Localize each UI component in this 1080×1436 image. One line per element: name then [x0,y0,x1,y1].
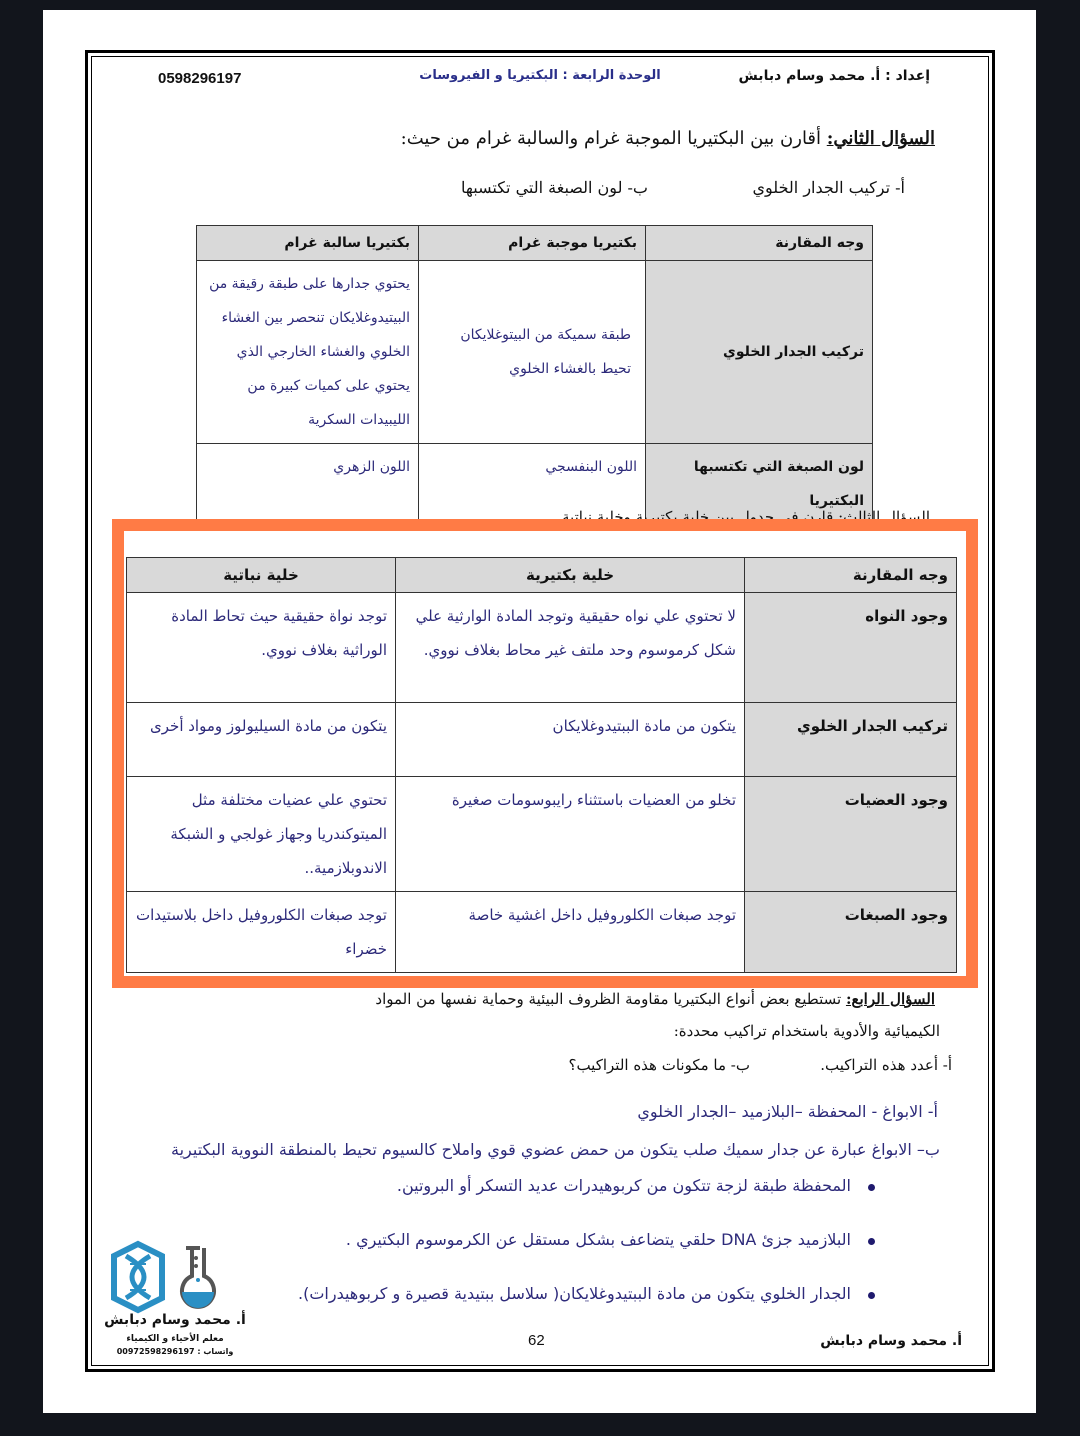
logo-teacher-name: أ. محمد وسام دبابش [104,1312,246,1328]
bullet-text: البلازميد جزئ DNA حلقي يتضاعف بشكل مستقل عن الكرموسوم البكتيري . [345,1230,851,1249]
value-cell: اللون الزهري [197,444,419,525]
list-item [298,1284,875,1338]
header-cell: خلية بكتيرية [396,558,745,593]
flask-icon [182,1248,214,1308]
dna-hexagon-icon [114,1244,162,1310]
header-cell: وجه المقارنة [745,558,957,593]
value-cell: يتكون من مادة السيليولوز ومواد أخرى [127,703,396,777]
value-cell: تحتوي علي عضيات مختلفة مثل الميتوكندريا وجهاز غولجي و الشبكة الاندوبلازمية.. [127,777,396,892]
header-cell: بكتيريا موجبة غرام [419,226,646,261]
page-number: 62 [528,1332,545,1349]
table-row [197,261,873,444]
bullet-text: المحفظة طبقة لزجة تتكون من كربوهيدرات عديد التسكر أو البروتين. [396,1176,851,1195]
bullet-icon [868,1238,875,1245]
value-cell: يحتوي جدارها على طبقة رقيقة من البيتيدوغلايكان تنحصر بين الغشاء الخلوي والغشاء الخارجي الذي يحتوي على كميات كبيرة من الليبيدات السكرية [197,261,419,444]
answer-bullet-list [298,1176,875,1338]
aspect-cell: تركيب الجدار الخلوي [745,703,957,777]
header-author: إعداد : أ. محمد وسام دبابش [738,68,930,84]
value-cell: توجد نواة حقيقية حيث تحاط المادة الوراثية بغلاف نووي. [127,593,396,703]
value-cell: توجد صبغات الكلوروفيل داخل اغشية خاصة [396,892,745,973]
bullet-icon [868,1184,875,1191]
bullet-text: الجدار الخلوي يتكون من مادة الببتيدوغلايكان( سلاسل ببتيدية قصيرة و كربوهيدرات). [298,1284,851,1303]
gram-comparison-table [196,225,873,525]
unit-title-text: الوحدة الرابعة : البكتيريا و الفيروسات [419,68,661,83]
question4-part-a: أ- أعدد هذه التراكيب. [820,1056,952,1074]
header-phone: 0598296197 [158,70,242,87]
highlight-box [112,519,978,988]
question2-text: أقارن بين البكتيريا الموجبة غرام والسالبة غرام من حيث: [400,128,827,149]
question2-part-b: ب- لون الصبغة التي تكتسبها [461,178,648,197]
header-cell: بكتيريا سالبة غرام [197,226,419,261]
question2-heading [401,128,935,149]
aspect-cell: وجود النواه [745,593,957,703]
value-cell: توجد صبغات الكلوروفيل داخل بلاستيدات خضراء [127,892,396,973]
question4-text-line1: تستطيع بعض أنواع البكتيريا مقاومة الظروف البيئية وحماية نفسها من المواد [375,990,846,1008]
list-item [298,1230,875,1284]
list-item [298,1176,875,1230]
header-cell: وجه المقارنة [646,226,873,261]
answer-a: أ- الابواغ - المحفظة –البلازميد –الجدار الخلوي [637,1102,938,1121]
question2-title: السؤال الثاني: [826,128,935,149]
footer-author: أ. محمد وسام دبابش [820,1333,962,1349]
logo-subtitle: معلم الأحياء و الكيمياء [126,1334,224,1344]
question4-title: السؤال الرابع: [845,990,935,1008]
aspect-cell: وجود الصبغات [745,892,957,973]
value-cell: اللون البنفسجي [419,444,646,525]
question4-part-b: ب- ما مكونات هذه التراكيب؟ [568,1056,750,1074]
header-cell: خلية نباتية [127,558,396,593]
question4-heading [375,990,935,1008]
value-cell: لا تحتوي علي نواه حقيقية وتوجد المادة الوارثية علي شكل كرموسوم وحد ملتف غير محاط بغلاف نووي. [396,593,745,703]
question4-text-line2: الكيميائية والأدوية باستخدام تراكيب محددة: [673,1022,940,1040]
question2-part-a: أ- تركيب الجدار الخلوي [752,178,905,197]
answer-b: ب– الابواغ عبارة عن جدار سميك صلب يتكون من حمض عضوي قوي واملاح كالسيوم تحيط بالمنطقة النووية البكتيرية [171,1140,940,1159]
question3-heading-obscured: السؤال الثالث: قارن في جدول بين خلية بكتيرية وخلية نباتية [562,508,930,526]
logo-whatsapp: واتساب : 00972598296197 [116,1347,234,1356]
aspect-cell: تركيب الجدار الخلوي [646,261,873,444]
value-cell: طبقة سميكة من البيتوغلايكان تحيط بالغشاء الخلوي [419,261,646,444]
bullet-icon [868,1292,875,1299]
table-header-row [197,226,873,261]
aspect-cell: وجود العضيات [745,777,957,892]
value-cell: يتكون من مادة الببتيدوغلايكان [396,703,745,777]
aspect-cell: لون الصبغة التي تكتسبها البكتيريا [646,444,873,525]
value-cell: تخلو من العضيات باستثناء رايبوسومات صغيرة [396,777,745,892]
